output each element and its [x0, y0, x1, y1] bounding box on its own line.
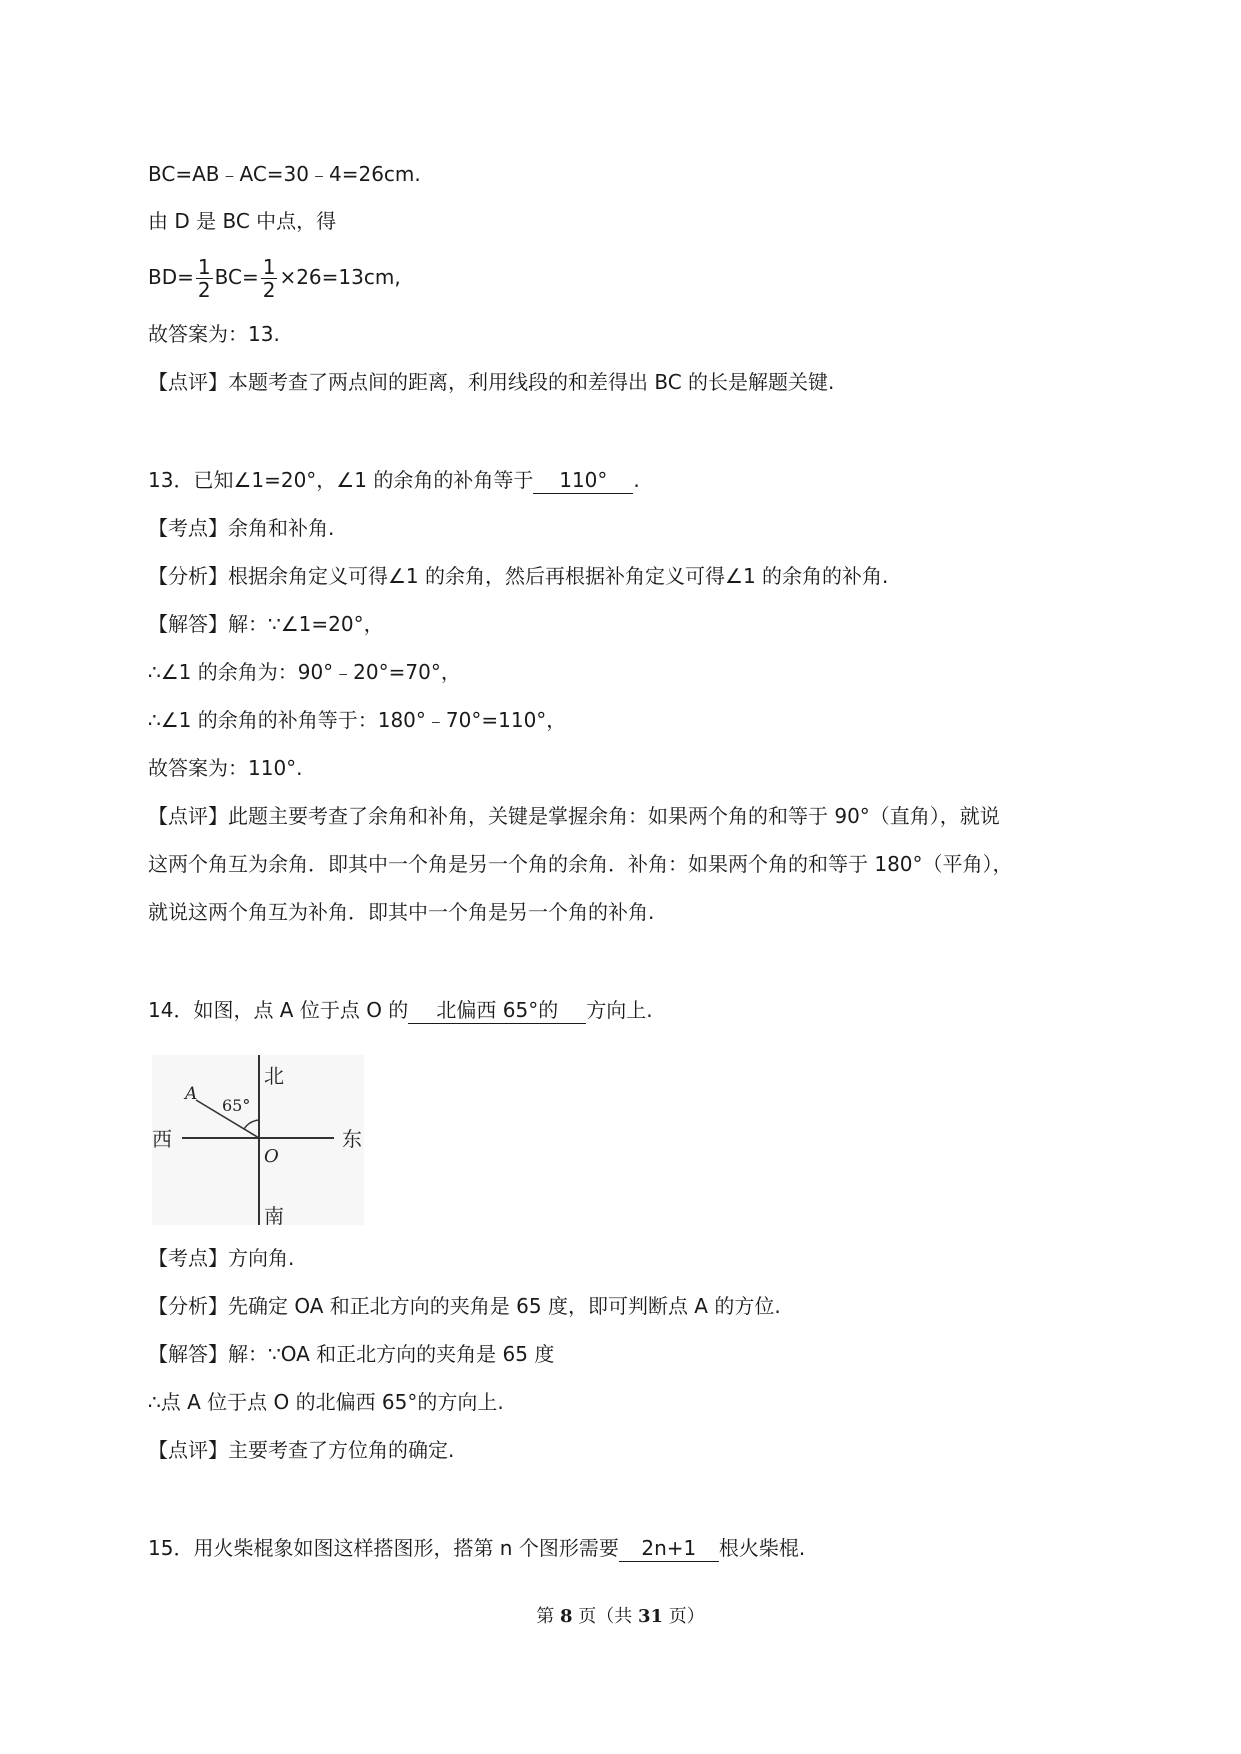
- footer-prefix: 第: [536, 1606, 560, 1627]
- q15-question-end: 根火柴棍.: [718, 1536, 806, 1560]
- q14-jieda2: ∴点 A 位于点 O 的北偏西 65°的方向上.: [148, 1390, 504, 1414]
- q12-answer: 故答案为：13.: [148, 322, 280, 346]
- q14-kaodian: 【考点】方向角.: [148, 1246, 295, 1270]
- q12-comment: 【点评】本题考查了两点间的距离，利用线段的和差得出 BC 的长是解题关键.: [148, 370, 835, 394]
- footer-middle: 页（共: [572, 1606, 638, 1627]
- q13-question-text: 13．已知∠1=20°，∠1 的余角的补角等于: [148, 468, 534, 492]
- label-west: 西: [152, 1127, 172, 1151]
- page-number: 8: [559, 1606, 573, 1627]
- q13-comment2: 这两个角互为余角．即其中一个角是另一个角的余角．补角：如果两个角的和等于 180°（平角），: [148, 852, 1013, 876]
- q13-answer: 故答案为：110°.: [148, 756, 303, 780]
- fraction-half-1: [196, 256, 213, 301]
- label-north: 北: [264, 1064, 284, 1088]
- q14-question: [148, 996, 653, 1024]
- label-angle: 65°: [222, 1096, 251, 1115]
- q13-jieda2: ∴∠1 的余角为：90°﹣20°=70°，: [148, 660, 461, 684]
- q13-answer-blank: 110°: [533, 467, 633, 494]
- fraction-denominator: 2: [197, 278, 211, 302]
- q14-comment: 【点评】主要考查了方位角的确定.: [148, 1438, 455, 1462]
- q13-fenxi: 【分析】根据余角定义可得∠1 的余角，然后再根据补角定义可得∠1 的余角的补角.: [148, 564, 889, 588]
- q15-question-text: 15．用火柴棍象如图这样搭图形，搭第 n 个图形需要: [148, 1536, 619, 1560]
- fraction-numerator: 1: [197, 255, 211, 279]
- q12-line3-pre: BD=: [148, 265, 194, 289]
- label-south: 南: [264, 1204, 284, 1225]
- q12-line3-post: ×26=13cm,: [279, 265, 401, 289]
- q15-question: [148, 1534, 805, 1562]
- q13-comment3: 就说这两个角互为补角．即其中一个角是另一个角的补角.: [148, 900, 655, 924]
- fraction-half-2: [261, 256, 278, 301]
- q13-comment1: 【点评】此题主要考查了余角和补角，关键是掌握余角：如果两个角的和等于 90°（直角），就说: [148, 804, 1000, 828]
- page-footer: [0, 1602, 1241, 1628]
- q13-question: [148, 466, 640, 494]
- label-origin-o: O: [264, 1146, 279, 1167]
- label-point-a: A: [185, 1084, 198, 1104]
- q14-jieda1: 【解答】解：∵OA 和正北方向的夹角是 65 度: [148, 1342, 555, 1366]
- q15-answer-blank: 2n+1: [619, 1535, 719, 1562]
- q12-line2: 由 D 是 BC 中点，得: [148, 209, 337, 233]
- label-east: 东: [342, 1127, 362, 1151]
- total-pages: 31: [637, 1606, 664, 1627]
- q13-jieda3: ∴∠1 的余角的补角等于：180°﹣70°=110°，: [148, 708, 567, 732]
- q14-question-end: 方向上.: [586, 998, 653, 1022]
- q13-jieda1: 【解答】解：∵∠1=20°，: [148, 612, 384, 636]
- direction-diagram: [152, 1055, 364, 1225]
- q14-answer-blank: 北偏西 65°的: [408, 997, 586, 1024]
- q12-line3-mid: BC=: [214, 265, 259, 289]
- fraction-denominator: 2: [262, 278, 276, 302]
- q12-line3: [148, 252, 401, 302]
- q13-question-end: .: [633, 468, 640, 492]
- q13-kaodian: 【考点】余角和补角.: [148, 516, 335, 540]
- q14-question-text: 14．如图，点 A 位于点 O 的: [148, 998, 409, 1022]
- q12-line1: BC=AB﹣AC=30﹣4=26cm.: [148, 162, 421, 186]
- q14-fenxi: 【分析】先确定 OA 和正北方向的夹角是 65 度，即可判断点 A 的方位.: [148, 1294, 781, 1318]
- footer-suffix: 页）: [663, 1606, 705, 1627]
- fraction-numerator: 1: [262, 255, 276, 279]
